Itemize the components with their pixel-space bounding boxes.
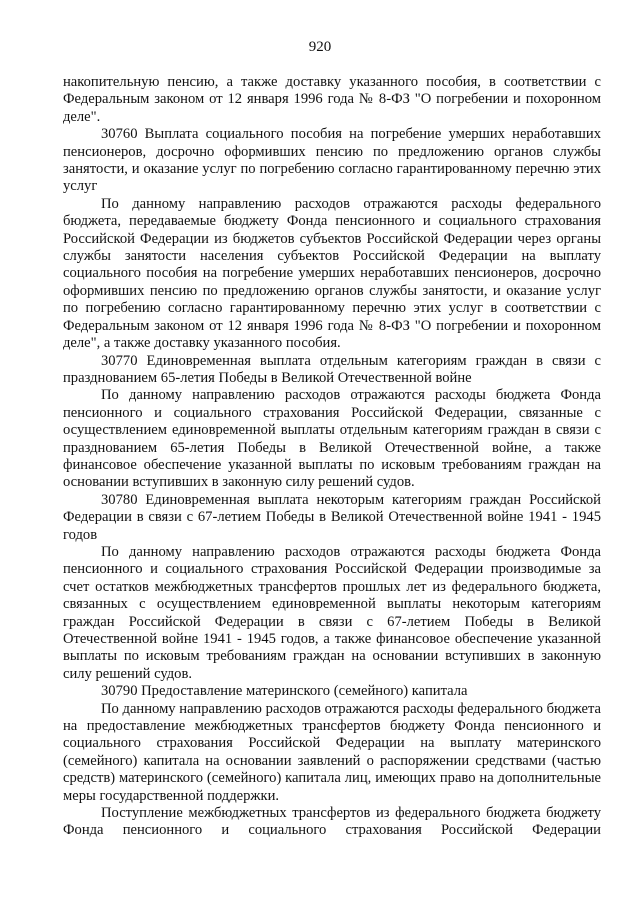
paragraph-30770-description: По данному направлению расходов отражаются расходы бюджета Фонда пенсионного и социального страхования Российской Федерации, связанные с осуществлением единовременной выплаты отдельным категориям граждан в связи с празднованием 65-летия Победы в Великой Отечественной войне, а также финансовое обеспечение указанной выплаты по исковым требованиям граждан на основании вступивших в законную силу решений судов. (63, 387, 601, 491)
paragraph-transfers: Поступление межбюджетных трансфертов из федерального бюджета бюджету Фонда пенсионного и социального страхования Российской Федерации (63, 805, 601, 839)
paragraph-30780-description: По данному направлению расходов отражаются расходы бюджета Фонда пенсионного и социального страхования Российской Федерации производимые за счет остатков межбюджетных трансфертов прошлых лет из федерального бюджета, связанных с осуществлением единовременной выплаты некоторым категориям граждан Российской Федерации в связи с 67-летием Победы в Великой Отечественной войне 1941 - 1945 годов, а также финансовое обеспечение указанной выплаты по исковым требованиям граждан на основании вступивших в законную силу решений судов. (63, 543, 601, 682)
paragraph-continuation: накопительную пенсию, а также доставку указанного пособия, в соответствии с Федеральным законом от 12 января 1996 года № 8-ФЗ "О погребении и похоронном деле". (63, 74, 601, 125)
heading-30770: 30770 Единовременная выплата отдельным категориям граждан в связи с празднованием 65-летия Победы в Великой Отечественной войне (63, 352, 601, 386)
heading-30790: 30790 Предоставление материнского (семейного) капитала (101, 683, 468, 700)
page-number: 920 (308, 39, 332, 55)
paragraph-30790-description: По данному направлению расходов отражаются расходы федерального бюджета на предоставление межбюджетных трансфертов бюджету Фонда пенсионного и социального страхования Российской Федерации на выплату материнского (семейного) капитала на основании заявлений о распоряжении средствами (частью средств) материнского (семейного) капитала лиц, имеющих право на дополнительные меры государственной поддержки. (63, 700, 601, 804)
document-body (63, 74, 601, 840)
heading-30760: 30760 Выплата социального пособия на погребение умерших неработавших пенсионеров, досрочно оформивших пенсию по предложению органов службы занятости, и оказание услуг по погребению согласно гарантированному перечню этих услуг (63, 126, 601, 195)
paragraph-30760-description: По данному направлению расходов отражаются расходы федерального бюджета, передаваемые бюджету Фонда пенсионного и социального страхования Российской Федерации из бюджетов субъектов Российской Федерации через органы службы занятости населения субъектов Российской Федерации на выплату социального пособия на погребение умерших неработавших пенсионеров, досрочно оформивших пенсию по предложению органов службы занятости, и оказание услуг по погребению согласно гарантированному перечню этих услуг в соответствии с Федеральным законом от 12 января 1996 года № 8-ФЗ "О погребении и похоронном деле", а также доставку указанного пособия. (63, 195, 601, 352)
heading-30780: 30780 Единовременная выплата некоторым категориям граждан Российской Федерации в связи с 67-летием Победы в Великой Отечественной войне 1941 - 1945 годов (63, 491, 601, 543)
